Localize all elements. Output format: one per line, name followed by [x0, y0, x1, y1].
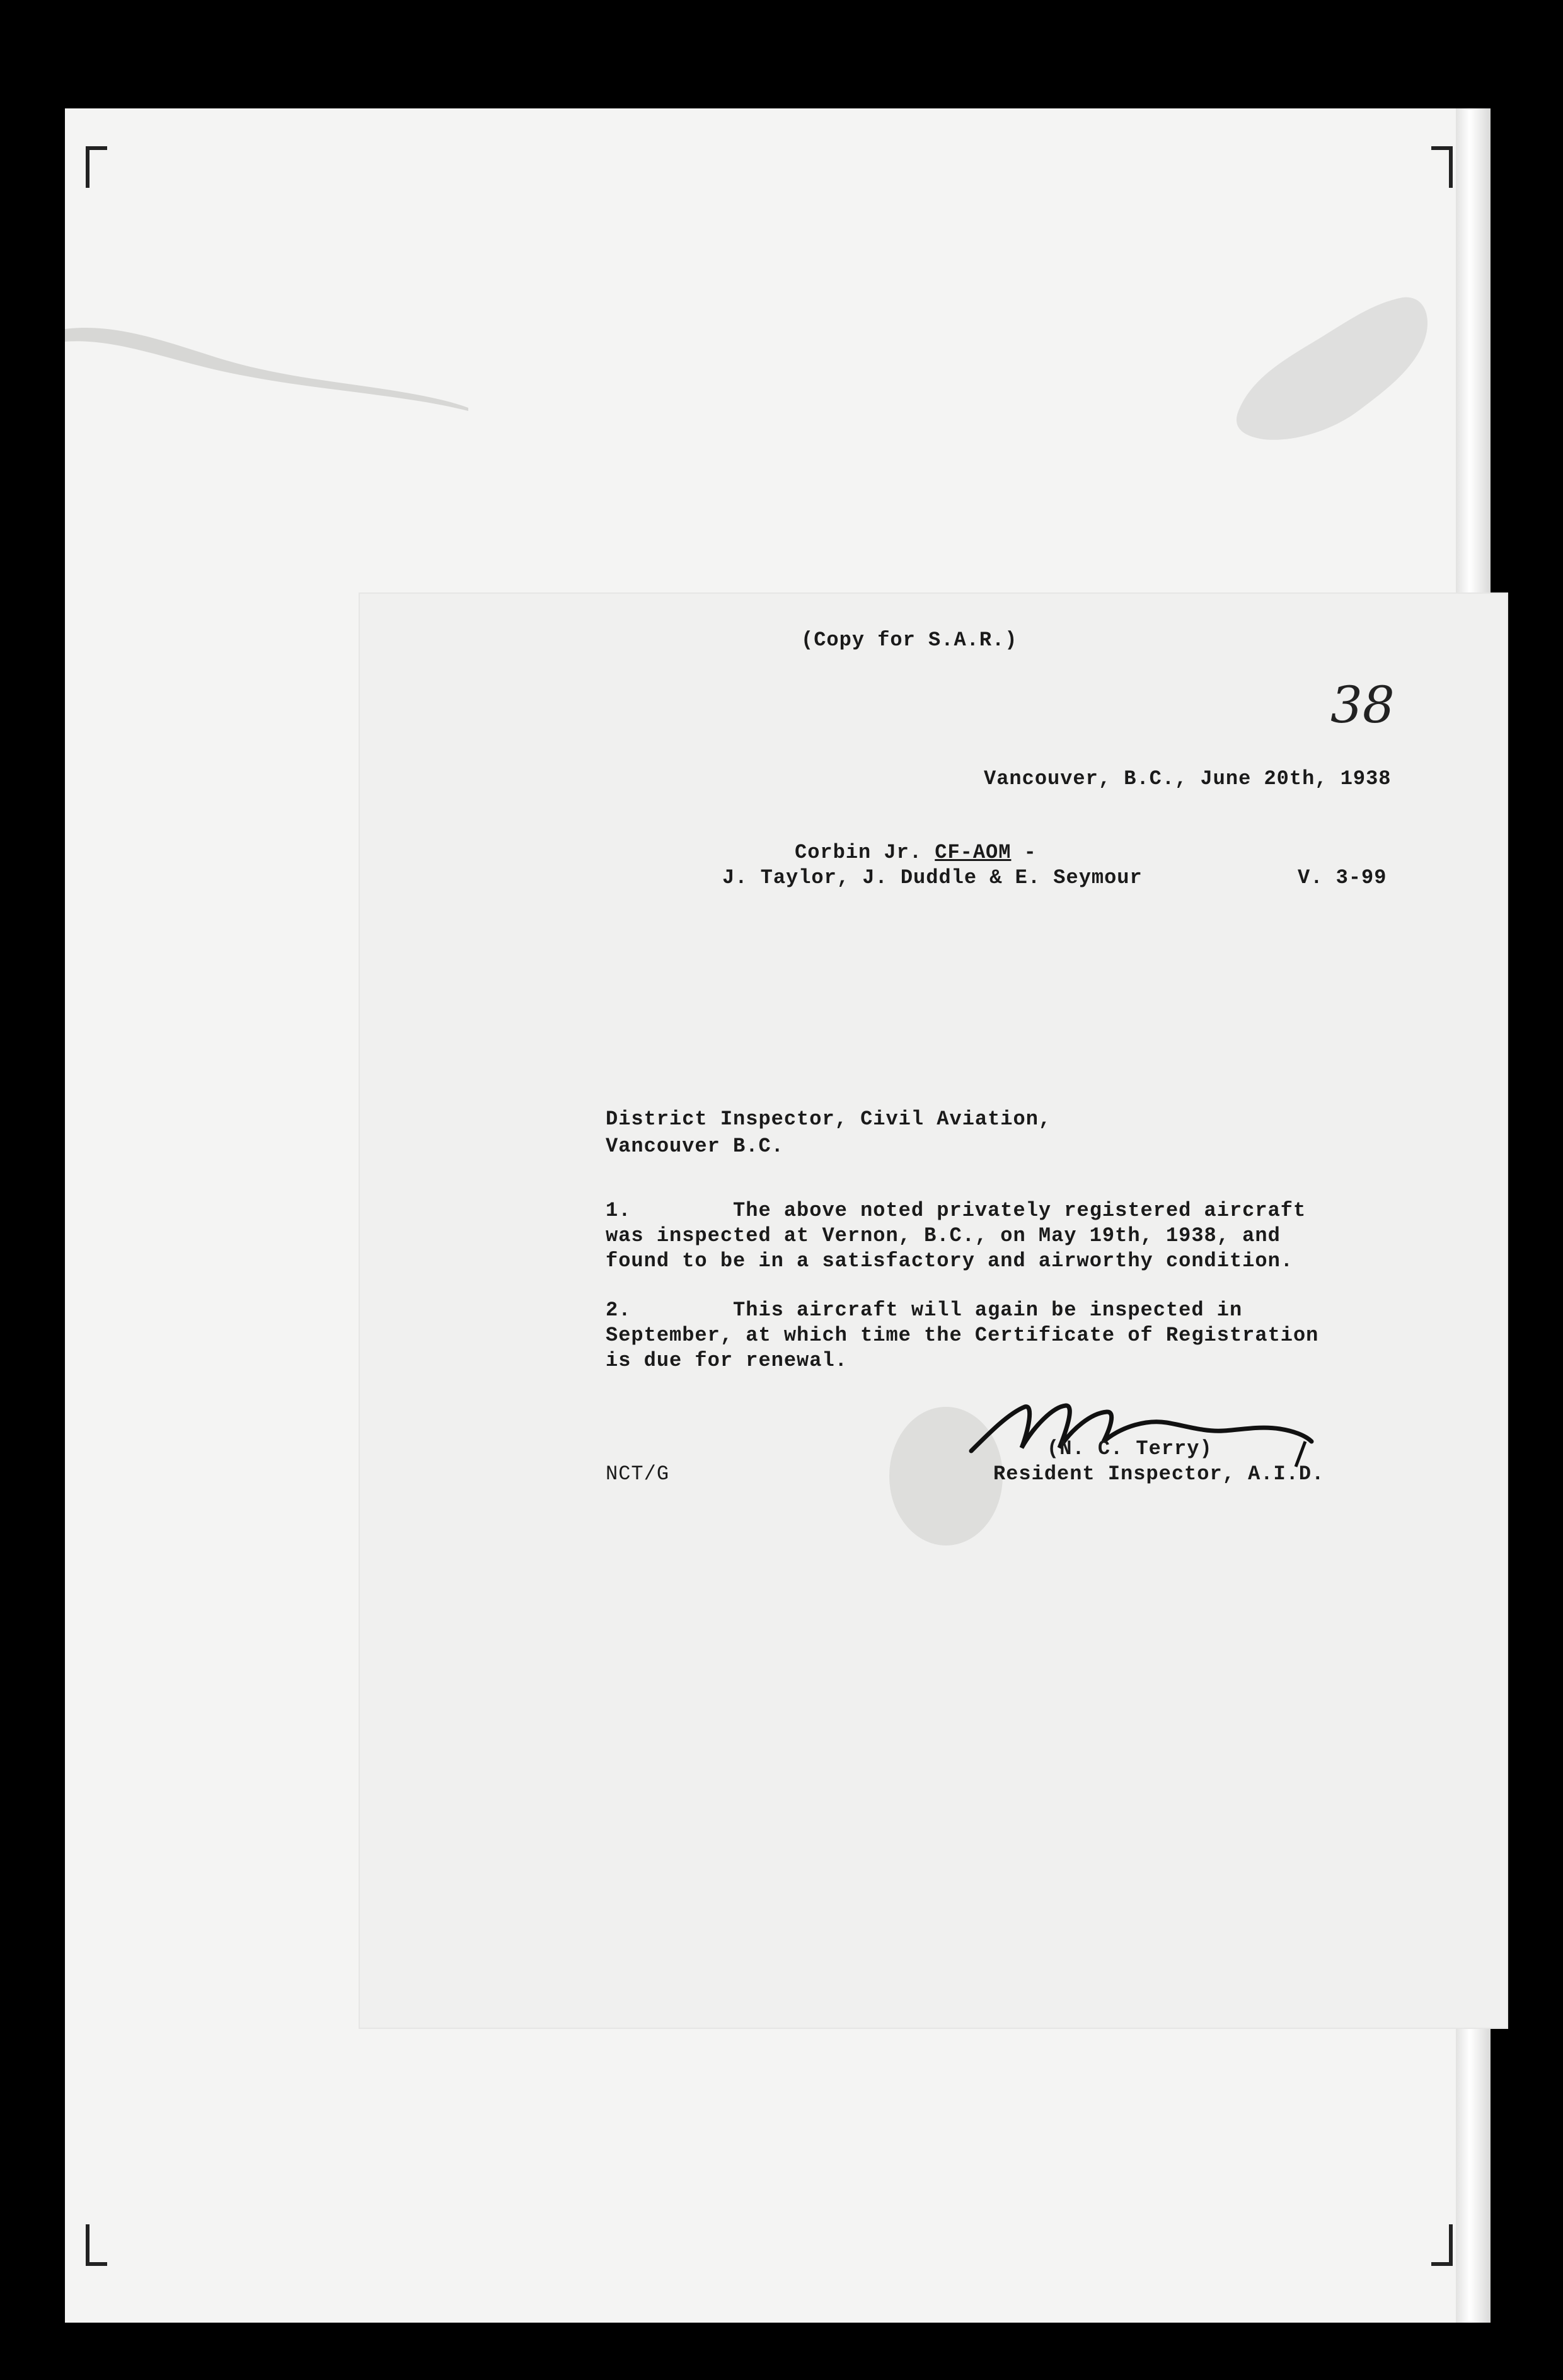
microfilm-mount	[65, 108, 1491, 2323]
paragraph-1-line: found to be in a satisfactory and airworthy condition.	[606, 1249, 1293, 1273]
file-reference: V. 3-99	[1298, 866, 1387, 889]
water-stain	[65, 323, 468, 411]
corner-mark-icon	[1431, 2224, 1453, 2266]
corner-mark-icon	[86, 2224, 107, 2266]
subject-line-2: J. Taylor, J. Duddle & E. Seymour	[722, 866, 1143, 889]
paragraph-2-line: September, at which time the Certificate of Registration	[606, 1324, 1319, 1347]
paragraph-1-line: 1. The above noted privately registered aircraft	[606, 1199, 1306, 1222]
subject-line-1	[795, 841, 1037, 864]
paragraph-1-line: was inspected at Vernon, B.C., on May 19th, 1938, and	[606, 1224, 1281, 1247]
subject-dash: -	[1011, 841, 1037, 864]
addressee-line-1: District Inspector, Civil Aviation,	[606, 1107, 1052, 1131]
corner-mark-icon	[86, 146, 107, 188]
copy-note: (Copy for S.A.R.)	[801, 628, 1018, 652]
letter-sheet	[360, 594, 1507, 2028]
subject-registration: CF-AOM	[935, 841, 1012, 864]
paragraph-2-line: is due for renewal.	[606, 1349, 848, 1372]
signatory-name: (N. C. Terry)	[1047, 1437, 1213, 1460]
paragraph-2-line: 2. This aircraft will again be inspected in	[606, 1298, 1243, 1322]
water-stain	[1226, 285, 1440, 449]
subject-aircraft: Corbin Jr.	[795, 841, 935, 864]
place-date: Vancouver, B.C., June 20th, 1938	[984, 767, 1392, 790]
handwritten-page-number: 38	[1330, 676, 1395, 734]
corner-mark-icon	[1431, 146, 1453, 188]
signatory-title: Resident Inspector, A.I.D.	[993, 1462, 1325, 1486]
addressee-line-2: Vancouver B.C.	[606, 1135, 784, 1158]
reference-initials: NCT/G	[606, 1462, 670, 1486]
